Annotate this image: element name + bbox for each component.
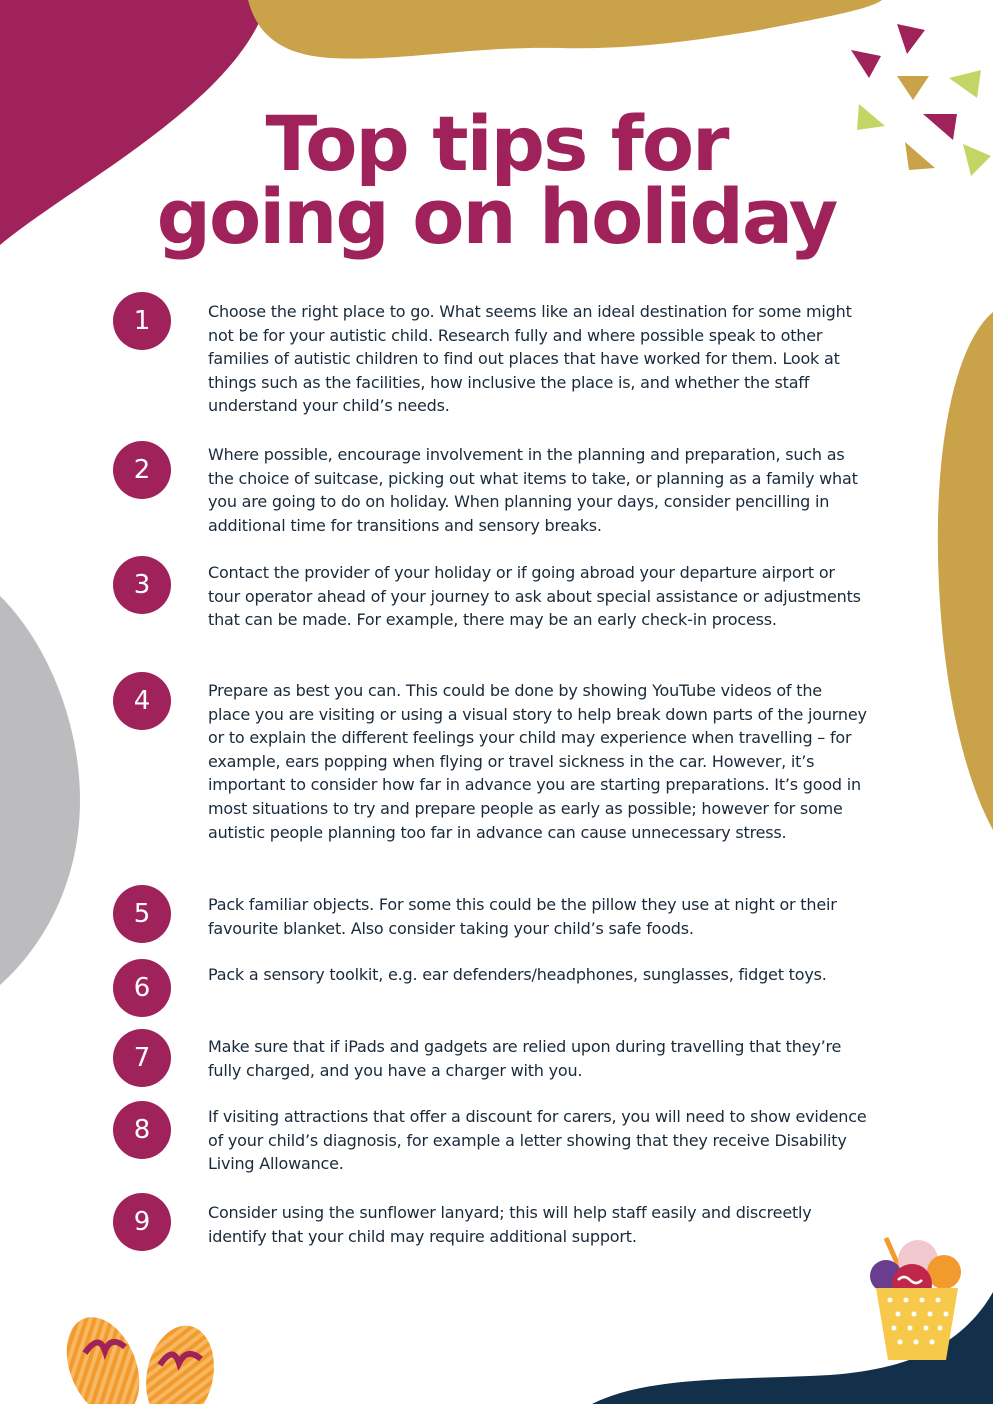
tip-number-badge: 3 xyxy=(113,556,171,614)
tip-text: Consider using the sunflower lanyard; this will help staff easily and discreetly identify that your child may require additional support. xyxy=(208,1203,812,1246)
tip-text: Contact the provider of your holiday or if going abroad your departure airport or tour operator ahead of your journey to ask about special assistance or adjustments that can be made. For example, there may be an early check-in process. xyxy=(208,563,861,630)
tip-number-badge: 2 xyxy=(113,441,171,499)
gold-blob xyxy=(938,312,993,830)
grey-blob xyxy=(0,596,80,985)
tip-number-badge: 7 xyxy=(113,1029,171,1087)
tip-text: If visiting attractions that offer a discount for carers, you will need to show evidence of your child’s diagnosis, for example a letter showing that they receive Disability Living Allowance. xyxy=(208,1107,867,1174)
tip-number-badge: 4 xyxy=(113,672,171,730)
page-title-line2: going on holiday xyxy=(156,172,837,261)
tip-text: Pack a sensory toolkit, e.g. ear defenders/headphones, sunglasses, fidget toys. xyxy=(208,965,827,984)
gold-blob xyxy=(248,0,882,59)
ice-cream-cup-icon xyxy=(866,1230,966,1365)
tip-text: Pack familiar objects. For some this could be the pillow they use at night or their favourite blanket. Also consider taking your child’s safe foods. xyxy=(208,895,837,938)
tip-text: Choose the right place to go. What seems like an ideal destination for some might not be for your autistic child. Research fully and where possible speak to other families of autistic children to find out places that have worked for them. Look at things such as the facilities, how inclusive the place is, and whether the staff understand your child’s needs. xyxy=(208,302,852,416)
tip-number-badge: 8 xyxy=(113,1101,171,1159)
page-title-line1: Top tips for xyxy=(265,99,728,188)
tip-number-badge: 1 xyxy=(113,292,171,350)
tip-text: Make sure that if iPads and gadgets are relied upon during travelling that they’re fully charged, and you have a charger with you. xyxy=(208,1037,842,1080)
tip-number-badge: 5 xyxy=(113,885,171,943)
flip-flops-icon xyxy=(55,1305,225,1404)
tip-text: Where possible, encourage involvement in the planning and preparation, such as the choice of suitcase, picking out what items to take, or planning as a family what you are going to do on holiday. When planning your days, consider pencilling in additional time for transitions and sensory breaks. xyxy=(208,445,858,535)
tip-number-badge: 6 xyxy=(113,959,171,1017)
tip-number-badge: 9 xyxy=(113,1193,171,1251)
tip-text: Prepare as best you can. This could be done by showing YouTube videos of the place you are visiting or using a visual story to help break down parts of the journey or to explain the different feelings your child may experience when travelling – for example, ears popping when flying or travel sickness in the car. However, it’s important to consider how far in advance you are starting preparations. It’s good in most situations to try and prepare people as early as possible; however for some autistic people planning too far in advance can cause unnecessary stress. xyxy=(208,681,867,842)
